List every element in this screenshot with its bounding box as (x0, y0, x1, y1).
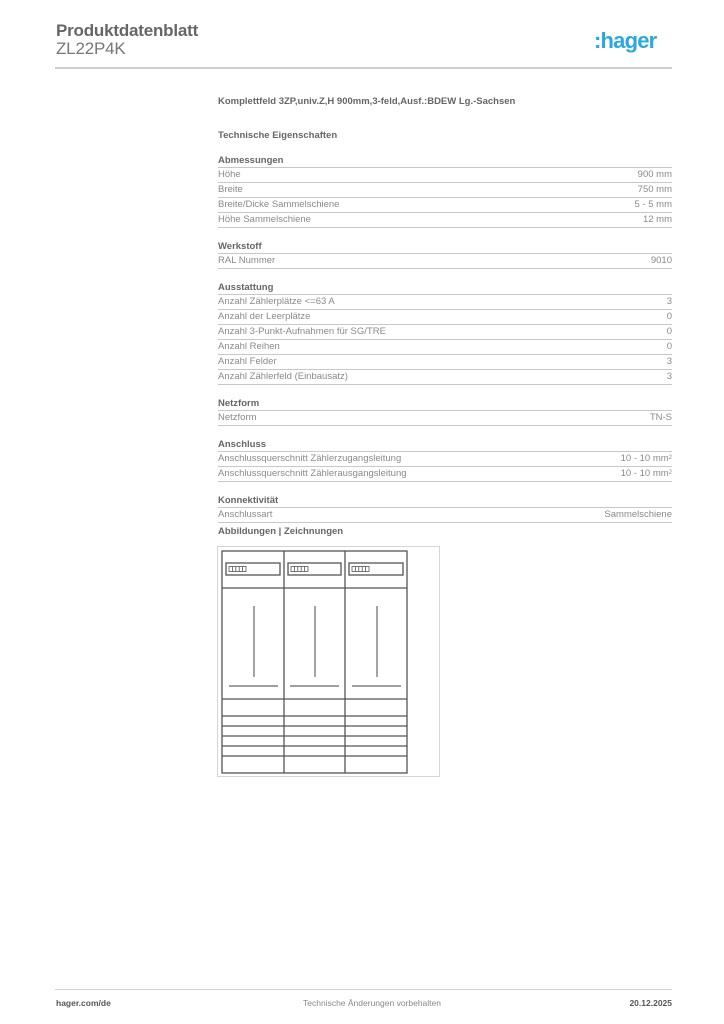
row-label: Höhe Sammelschiene (218, 214, 311, 225)
row-label: Netzform (218, 412, 257, 423)
row-value: 9010 (650, 255, 672, 266)
table-row (218, 254, 672, 269)
row-label: Anschlussquerschnitt Zählerzugangsleitung (218, 453, 402, 464)
table-row (218, 340, 672, 355)
footer-divider (55, 989, 672, 990)
row-label: RAL Nummer (218, 255, 276, 266)
section-title: Konnektivität (218, 494, 672, 508)
table-row (218, 310, 672, 325)
footer-website: hager.com/de (56, 998, 111, 1008)
section-konnektivitaet (218, 494, 672, 523)
row-value: 0 (666, 311, 672, 322)
product-drawing (217, 546, 440, 777)
table-row (218, 168, 672, 183)
section-title: Anschluss (218, 438, 672, 452)
row-value: 3 (666, 356, 672, 367)
product-description: Komplettfeld 3ZP,univ.Z,H 900mm,3-feld,Ausf.:BDEW Lg.-Sachsen (218, 96, 516, 107)
section-netzform (218, 397, 672, 426)
product-code: ZL22P4K (56, 39, 126, 58)
table-row (218, 467, 672, 482)
row-value: 0 (666, 326, 672, 337)
row-label: Anschlussart (218, 509, 273, 520)
section-abmessungen (218, 154, 672, 228)
hager-logo: :hager (594, 28, 657, 53)
row-label: Anzahl Zählerplätze <=63 A (218, 296, 335, 307)
section-title: Ausstattung (218, 281, 672, 295)
row-label: Anschlussquerschnitt Zählerausgangsleitung (218, 468, 407, 479)
row-value: 3 (666, 296, 672, 307)
table-row (218, 355, 672, 370)
section-title: Werkstoff (218, 240, 672, 254)
row-label: Anzahl Reihen (218, 341, 280, 352)
row-value: TN-S (649, 412, 672, 423)
row-label: Anzahl Zählerfeld (Einbausatz) (218, 371, 348, 382)
row-value: 3 (666, 371, 672, 382)
row-label: Breite/Dicke Sammelschiene (218, 199, 340, 210)
row-label: Anzahl 3-Punkt-Aufnahmen für SG/TRE (218, 326, 386, 337)
document-title: Produktdatenblatt (56, 21, 199, 40)
table-row (218, 295, 672, 310)
table-row (218, 213, 672, 228)
table-row (218, 508, 672, 523)
header-divider (55, 67, 672, 69)
footer-disclaimer: Technische Änderungen vorbehalten (303, 998, 441, 1008)
product-content (218, 96, 672, 523)
section-ausstattung (218, 281, 672, 385)
row-value: 12 mm (642, 214, 672, 225)
row-label: Anzahl Felder (218, 356, 277, 367)
section-anschluss (218, 438, 672, 482)
row-label: Höhe (218, 169, 241, 180)
technical-properties-heading: Technische Eigenschaften (218, 130, 338, 141)
row-value: 5 - 5 mm (634, 199, 672, 210)
table-row (218, 411, 672, 426)
table-row (218, 370, 672, 385)
table-row (218, 452, 672, 467)
footer-date: 20.12.2025 (629, 998, 672, 1008)
cabinet-drawing-icon (218, 547, 441, 778)
section-title: Abmessungen (218, 154, 672, 168)
row-label: Anzahl der Leerplätze (218, 311, 311, 322)
table-row (218, 325, 672, 340)
row-label: Breite (218, 184, 243, 195)
row-value: 0 (666, 341, 672, 352)
table-row (218, 183, 672, 198)
row-value: 10 - 10 $mm^2$ (620, 468, 672, 479)
row-value: 750 mm (637, 184, 672, 195)
row-value: 900 mm (637, 169, 672, 180)
row-value: 10 - 10 $mm^2$ (620, 453, 672, 464)
section-werkstoff (218, 240, 672, 269)
row-value: Sammelschiene (604, 509, 672, 520)
table-row (218, 198, 672, 213)
figures-heading: Abbildungen | Zeichnungen (218, 526, 344, 537)
section-title: Netzform (218, 397, 672, 411)
